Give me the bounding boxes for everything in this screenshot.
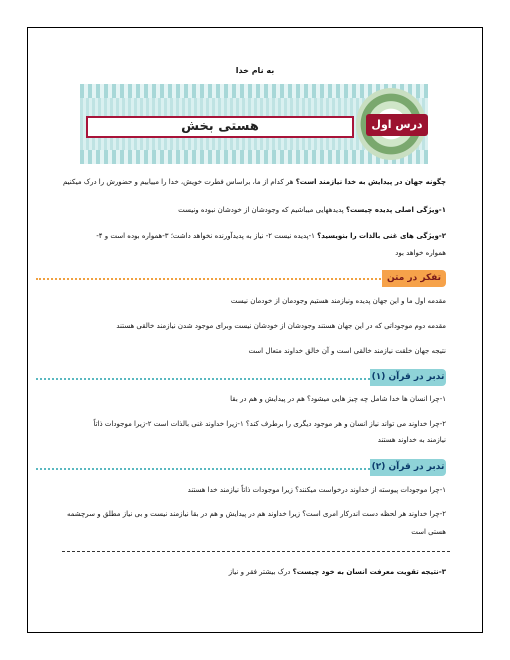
tadabbor2-line: ۲-چرا خداوند هر لحظه دست اندرکار امری است؟ زیرا خداوند هم در پیدایش و هم در بقا نیازمند نیست و بی نیاز مطلق و سرچشمه (66, 510, 446, 518)
tadabbor1-line: نیازمند به خداوند هستند (377, 436, 446, 444)
tadabbor2-rule (36, 468, 370, 470)
final-text: درک بیشتر فقر و نیاز (228, 568, 291, 576)
tadabbor2-heading: تدبر در قرآن (۲) (370, 459, 446, 476)
tadabbor1-line: ۱-چرا انسان ها خدا شامل چه چیز هایی میشود؟ هم در پیدایش و هم در بقا (230, 395, 446, 403)
tadabbor2-line: هستی است (411, 528, 446, 536)
intro-question-3 (36, 230, 446, 243)
bismillah: به نام خدا (235, 66, 275, 75)
intro-q1-bold: چگونه جهان در پیدایش به خدا نیازمند است؟ (295, 178, 446, 186)
final-question (36, 566, 446, 579)
tadabbor1-heading: تدبر در قرآن (۱) (370, 369, 446, 386)
intro-q3-text: ۱-پدیده نیست ۲- نیاز به پدیدآورنده نخواهد داشت؛ ۳-همواره بوده است و ۴- (96, 232, 315, 240)
lesson-title: هستی بخش (86, 116, 354, 138)
tafakkor-line: نتیجه جهان خلقت نیازمند خالقی است و آن خالق خداوند متعال است (248, 347, 446, 355)
tadabbor2-line: ۱-چرا موجودات پیوسته از خداوند درخواست میکنند؟ زیرا موجودات ذاتاً نیازمند خدا هستند (187, 486, 446, 494)
tadabbor1-line: ۲-چرا خداوند می تواند نیاز انسان و هر موجود دیگری را برطرف کند؟ ۱-زیرا خداوند غنی بالذات است ۲-زیرا موجودات ذاتاً (93, 420, 446, 428)
tafakkor-line: مقدمه دوم موجوداتی که در این جهان هستند وجودشان از خودشان نیست وبرای موجود شدن نیازمند خالقی هستند (116, 322, 446, 330)
intro-question-1 (36, 176, 446, 189)
tadabbor1-rule (36, 378, 370, 380)
dashed-divider (62, 551, 450, 552)
intro-q2-bold: ۱-ویژگی اصلی پدیده چیست؟ (345, 206, 446, 214)
tafakkor-line: مقدمه اول ما و این جهان پدیده ونیازمند هستیم وجودمان از خودمان نیست (230, 297, 446, 305)
intro-q2-text: پدیدههایی میباشیم که وجودشان از خودشان نبوده ونیست (178, 206, 344, 214)
section-divider (36, 278, 384, 280)
intro-q1-text: هر کدام از ما، براساس فطرت خویش، خدا را مییابیم و حضورش را درک میکنیم (62, 178, 294, 186)
lesson-banner (80, 84, 428, 164)
intro-question-2 (36, 204, 446, 217)
intro-q3-continuation: همواره خواهد بود (395, 249, 446, 257)
final-bold: ۳-نتیجه تقویت معرفت انسان به خود چیست؟ (292, 568, 446, 576)
tafakkor-heading: تفکر در متن (382, 270, 446, 287)
intro-q3-bold: ۲-ویژگی های غنی بالذات را بنویسید؟ (317, 232, 446, 240)
lesson-number-tag: درس اول (366, 114, 428, 136)
